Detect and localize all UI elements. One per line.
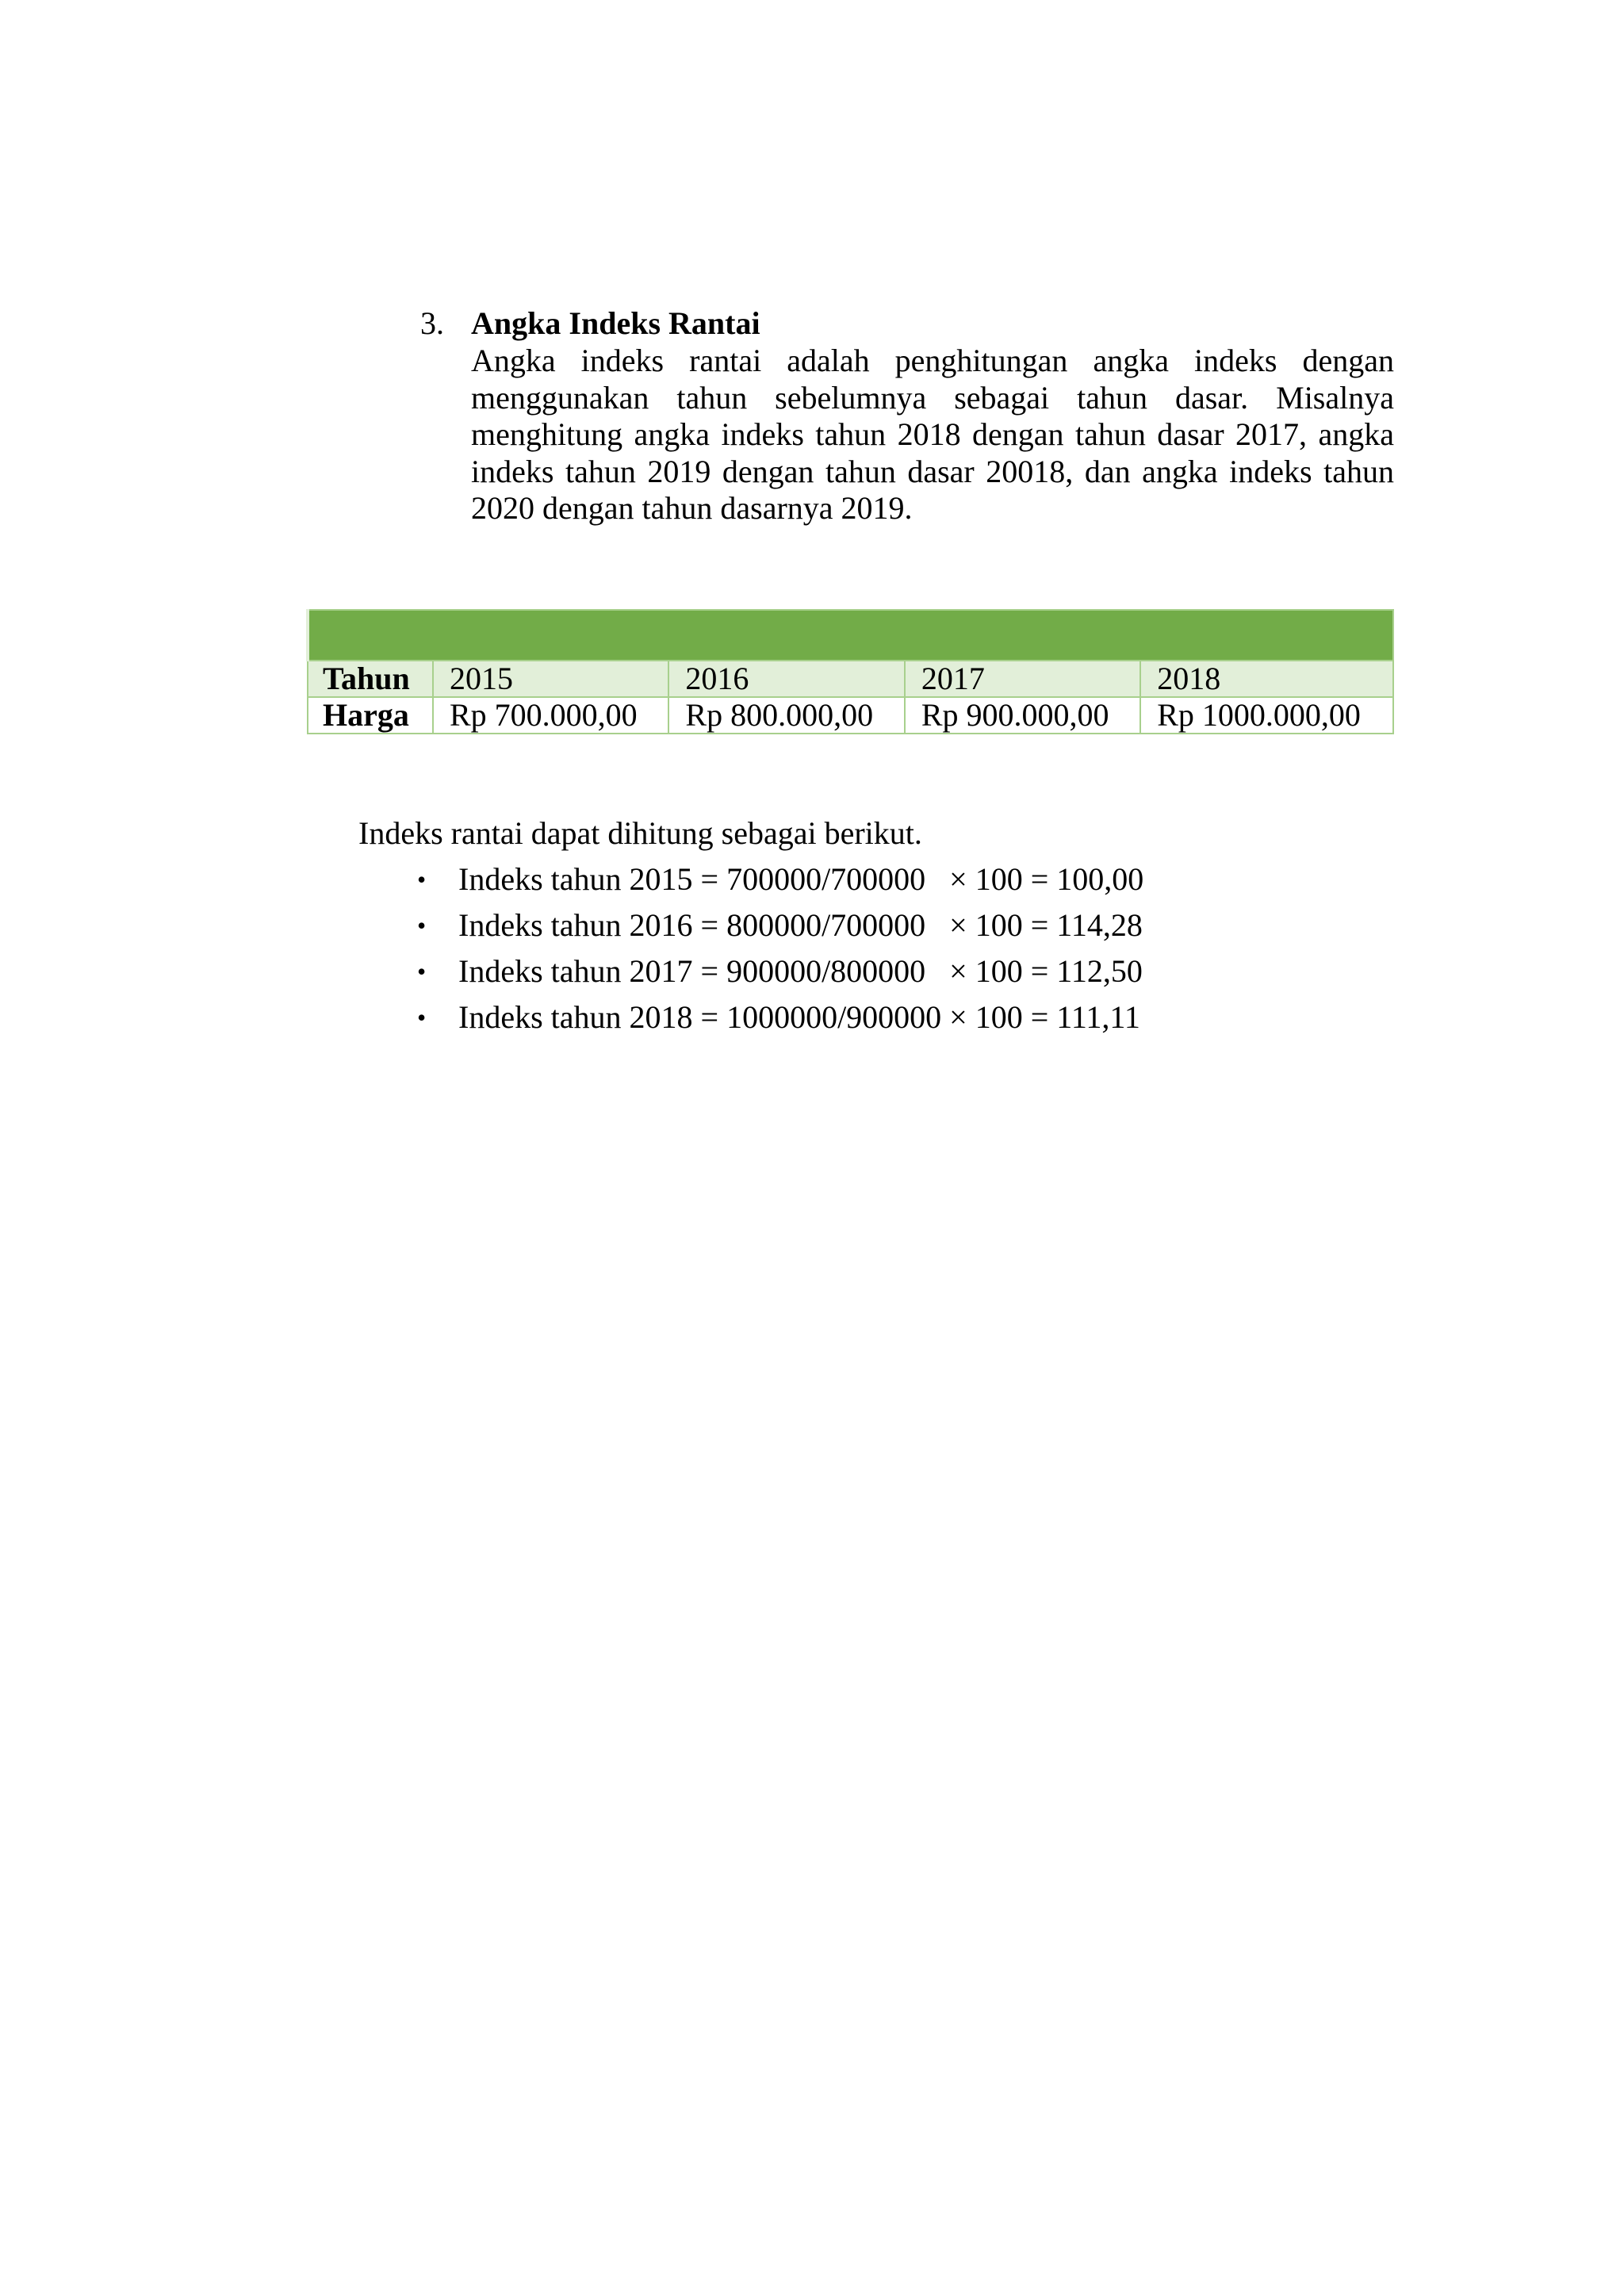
bullet-icon: • (417, 865, 427, 894)
calculation-list (358, 856, 1389, 1040)
price-cell: Rp 1000.000,00 (1140, 697, 1393, 734)
calculation-text: Indeks tahun 2017 = 900000/800000 × 100 = 112,50 (458, 953, 1143, 989)
price-table (306, 609, 1394, 734)
section-paragraph: Angka indeks rantai adalah penghitungan angka indeks dengan menggunakan tahun sebelumnya sebagai tahun dasar. Misalnya menghitung angka indeks tahun 2018 dengan tahun dasar 2017, angka indeks tahun 2019 dengan tahun dasar 20018, dan angka indeks tahun 2020 dengan tahun dasarnya 2019. (471, 343, 1394, 526)
calculation-block (358, 814, 1389, 1040)
calculation-intro: Indeks rantai dapat dihitung sebagai berikut. (358, 815, 922, 851)
list-item (358, 856, 1389, 902)
bullet-icon: • (417, 911, 427, 940)
year-cell: 2018 (1140, 661, 1393, 697)
list-item (358, 994, 1389, 1040)
table-header-band (308, 610, 1393, 661)
calculation-text: Indeks tahun 2016 = 800000/700000 × 100 = 114,28 (458, 907, 1143, 943)
price-cell: Rp 800.000,00 (668, 697, 904, 734)
bullet-icon: • (417, 957, 427, 986)
calculation-text: Indeks tahun 2015 = 700000/700000 × 100 = 100,00 (458, 861, 1144, 897)
row-label-price: Harga (308, 697, 433, 734)
section-chain-index (420, 305, 1411, 527)
list-item (358, 902, 1389, 948)
year-cell: 2015 (433, 661, 668, 697)
row-label-year: Tahun (308, 661, 433, 697)
table-header-cell (308, 610, 1393, 661)
price-cell: Rp 900.000,00 (905, 697, 1140, 734)
year-cell: 2017 (905, 661, 1140, 697)
section-number: 3. (420, 305, 444, 341)
table-row-year (308, 661, 1393, 697)
calculation-text: Indeks tahun 2018 = 1000000/900000 × 100 = 111,11 (458, 999, 1140, 1035)
list-item (358, 948, 1389, 994)
section-title: Angka Indeks Rantai (471, 305, 760, 341)
price-cell: Rp 700.000,00 (433, 697, 668, 734)
section-heading (420, 305, 1411, 343)
year-cell: 2016 (668, 661, 904, 697)
bullet-icon: • (417, 1003, 427, 1032)
table-row-price (308, 697, 1393, 734)
